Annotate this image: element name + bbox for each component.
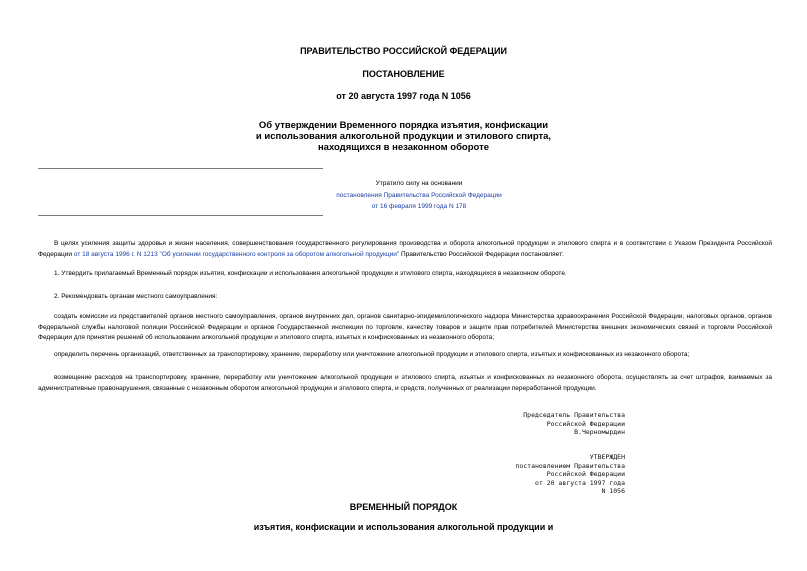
clause-2-subitem: определить перечень организаций, ответственных за транспортировку, хранение, переработку или уничтожение алкогольной продукции и этилового спирта, изъятых и конфискованных из незаконного оборота; — [54, 351, 690, 358]
approval-line: от 20 августа 1997 года — [534, 478, 625, 487]
approval-line: постановлением Правительства — [515, 461, 625, 470]
top-divider — [38, 168, 323, 169]
clause-2-subitem: создать комиссии из представителей органов местного самоуправления, органов внутренних дел, органов санитарно-эпидемиологического надзора Министерства здравоохранения Российской Федерации, налоговых органов, органов Федеральной службы налоговой полиции Российской Федерации и органов Государственной инспекции по торговле, качеству товаров и защите прав потребителей Министерства внешних экономических связей и торговли Российской Федерации для принятия решений об использовании алкогольной продукции и этилового спирта, изъятых и конфискованных из незаконного оборота; — [38, 313, 772, 341]
signature-line: Российской Федерации — [546, 419, 625, 428]
annex-subheading: изъятия, конфискации и использования алкогольной продукции и — [253, 522, 554, 532]
clause-1: 1. Утвердить прилагаемый Временный порядок изъятия, конфискации и использования алкогольной продукции и этилового спирта, находящихся в незаконном обороте. — [54, 270, 567, 277]
document-type-heading: ПОСТАНОВЛЕНИЕ — [362, 69, 445, 79]
signature-line: Председатель Правительства — [523, 411, 625, 419]
preamble-paragraph — [38, 239, 772, 260]
document-title — [0, 120, 807, 153]
issuer-heading: ПРАВИТЕЛЬСТВО РОССИЙСКОЙ ФЕДЕРАЦИИ — [300, 46, 507, 56]
approval-line: N 1056 — [601, 487, 625, 495]
preamble-text-end: Правительство Российской Федерации постановляет: — [399, 250, 564, 258]
approval-line: УТВЕРЖДЕН — [589, 453, 625, 461]
document-title-line: Об утверждении Временного порядка изъятия, конфискации — [258, 120, 549, 131]
clause-2-subitem: возмещение расходов на транспортировку, хранение, переработку или уничтожение алкогольной продукции и этилового спирта, изъятых и конфискованных из незаконного оборота, осуществлять за счет штрафов, взимаемых за административные правонарушения, связанные с незаконным оборотом алкогольной продукции и этилового спирта, и средств, полученных от реализации переработанной продукции. — [38, 374, 772, 392]
document-title-line: и использования алкогольной продукции и этилового спирта, — [255, 131, 552, 142]
document-date-number: от 20 августа 1997 года N 1056 — [336, 91, 471, 101]
document-title-line: находящихся в незаконном обороте — [317, 142, 490, 153]
lapsed-notice — [38, 178, 800, 213]
repealing-decree-date-link[interactable]: от 16 февраля 1999 года N 178 — [371, 203, 467, 210]
preamble-text: В целях усиления защиты здоровья и жизни населения, совершенствования государственного регулирования производства и оборота алкогольной продукции и этилового спирта и в соответствии с Указом Президента Российской Федерации — [38, 240, 772, 258]
bottom-divider — [38, 215, 323, 216]
clause-2: 2. Рекомендовать органам местного самоуправления: — [54, 293, 218, 300]
lapsed-notice-text: Утратило силу на основании — [375, 180, 463, 187]
presidential-decree-link[interactable]: от 18 августа 1996 г. N 1213 "Об усилении государственного контроля за оборотом алкогольной продукции" — [73, 250, 400, 258]
repealing-decree-link[interactable]: постановления Правительства Российской Федерации — [336, 191, 502, 199]
signature-line: В.Черномырдин — [574, 428, 625, 436]
approval-stamp — [420, 453, 625, 496]
signature-block — [420, 411, 625, 437]
annex-heading: ВРЕМЕННЫЙ ПОРЯДОК — [349, 502, 458, 512]
approval-line: Российской Федерации — [546, 470, 625, 478]
